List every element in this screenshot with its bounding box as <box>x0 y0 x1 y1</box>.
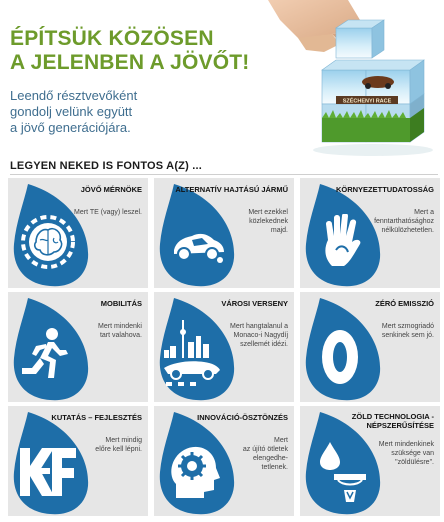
card-description <box>68 208 142 217</box>
card-desc-line: fenntarthatósághoz <box>374 218 434 225</box>
headline-line-2: A JELENBEN A JÖVŐT! <box>10 51 250 74</box>
card-desc-line: előre kell lépni. <box>95 446 142 453</box>
card-desc-line: az újító ötletek <box>242 446 288 453</box>
card-desc-line: majd. <box>270 227 288 234</box>
topic-card-jovo-mernoke <box>8 178 148 288</box>
topic-card-zold-technologia <box>300 406 440 516</box>
cube-stack <box>322 60 424 142</box>
card-desc-line: Mert mindenkinek <box>378 441 434 448</box>
card-description <box>362 208 434 235</box>
card-description <box>360 440 434 467</box>
card-desc-line: Mert szmogriadó <box>381 323 434 330</box>
card-desc-line: szellemét idézi. <box>240 341 288 348</box>
card-desc-line: tart valahova. <box>99 332 142 339</box>
card-title: KUTATÁS – FEJLESZTÉS <box>51 413 142 422</box>
kf-icon <box>18 446 78 498</box>
card-title: INNOVÁCIÓ-ÖSZTÖNZÉS <box>197 413 288 422</box>
card-desc-line: Mert <box>274 437 288 444</box>
card-desc-line: szüksége van <box>391 450 434 457</box>
hero-subtext <box>10 88 210 136</box>
card-title: ALTERNATÍV HAJTÁSÚ JÁRMŰ <box>175 185 288 194</box>
card-title: KÖRNYEZETTUDATOSSÁG <box>335 185 434 194</box>
card-description <box>78 322 142 340</box>
hero-banner <box>0 0 444 168</box>
card-title-line-2: NÉPSZERŰSÍTÉSE <box>366 420 434 430</box>
running-man-icon <box>18 326 74 386</box>
hero-cube-illustration <box>228 0 444 168</box>
car-icon <box>168 226 228 266</box>
card-desc-line: Mert hangtalanul a <box>230 323 288 330</box>
card-desc-line: tetlenek. <box>261 464 288 471</box>
card-title: JÖVŐ MÉRNÖKE <box>80 185 142 194</box>
card-desc-line: Mert mindig <box>105 437 142 444</box>
zero-icon <box>318 326 362 388</box>
section-divider <box>10 174 438 175</box>
section-title: LEGYEN NEKED IS FONTOS A(Z) ... <box>10 160 202 172</box>
card-description <box>224 436 288 472</box>
cube-label: SZÉCHENYI RACE <box>342 98 392 105</box>
card-desc-line: Mert ezekkel <box>248 209 288 216</box>
headline-line-1: ÉPÍTSÜK KÖZÖSEN <box>10 27 214 50</box>
topic-card-varosi-verseny <box>154 292 294 402</box>
topic-card-kornyezettudatossag <box>300 178 440 288</box>
card-desc-line: Mert a <box>414 209 434 216</box>
card-desc-line: elengedhe- <box>252 455 288 462</box>
card-desc-line: "zöldülésre". <box>395 459 434 466</box>
card-desc-line: nélkülözhetetlen. <box>381 227 434 234</box>
card-desc-line: Monaco-i Nagydíj <box>233 332 288 339</box>
head-gear-icon <box>164 440 222 502</box>
topic-card-zero-emisszio <box>300 292 440 402</box>
card-description <box>370 322 434 340</box>
topic-card-mobilitas <box>8 292 148 402</box>
card-desc-line: közlekednek <box>249 218 288 225</box>
card-desc-line: senkinek sem jó. <box>381 332 434 339</box>
card-desc-line: Mert TE (vagy) leszel. <box>74 209 142 216</box>
card-desc-line: Mert mindenki <box>98 323 142 330</box>
card-title-line-1: ZÖLD TECHNOLOGIA - <box>351 412 434 421</box>
topic-card-kutatas-fejlesztes <box>8 406 148 516</box>
card-title <box>352 413 434 430</box>
card-title: ZÉRÓ EMISSZIÓ <box>375 299 434 308</box>
brain-gear-icon <box>20 214 76 270</box>
topic-card-alternativ-jarmu <box>154 178 294 288</box>
held-cube <box>336 20 384 58</box>
card-description <box>78 436 142 454</box>
card-title: MOBILITÁS <box>100 299 142 308</box>
subtext-line-2: gondolj velünk együtt <box>10 104 133 119</box>
subtext-line-1: Leendő résztvevőként <box>10 88 138 103</box>
card-description <box>214 322 288 349</box>
subtext-line-3: a jövő generációjára. <box>10 120 131 135</box>
card-title: VÁROSI VERSENY <box>221 299 288 308</box>
hand-print-icon <box>318 214 366 270</box>
card-description <box>224 208 288 235</box>
topic-card-innovacio <box>154 406 294 516</box>
headline <box>10 27 250 75</box>
